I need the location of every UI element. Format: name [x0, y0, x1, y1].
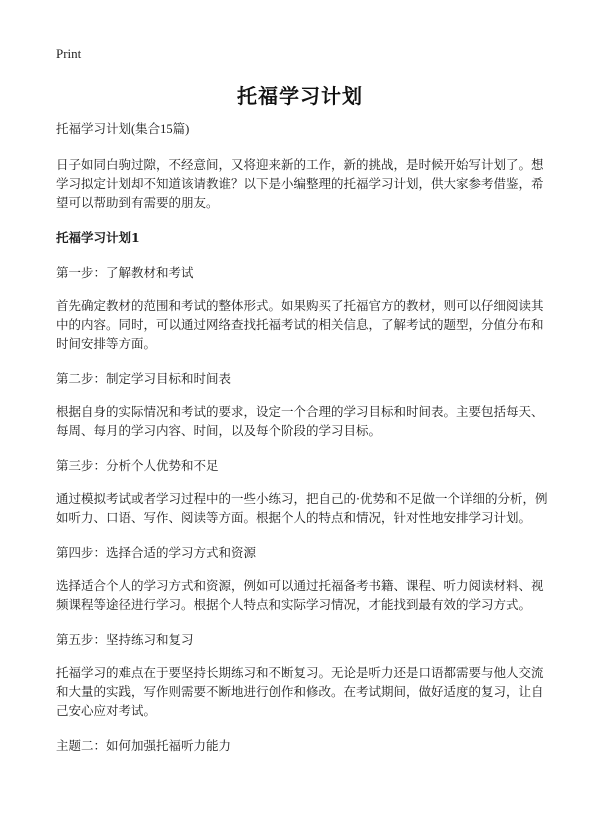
intro-paragraph: 日子如同白驹过隙，不经意间，又将迎来新的工作，新的挑战，是时候开始写计划了。想学习拟定计划却不知道该请教谁？以下是小编整理的托福学习计划，供大家参考借鉴，希望可以帮助到有需要的朋友。	[56, 157, 544, 210]
step-1-body: 首先确定教材的范围和考试的整体形式。如果购买了托福官方的教材，则可以仔细阅读其中的内容。同时，可以通过网络查找托福考试的相关信息，了解考试的题型，分值分布和时间安排等方面。	[56, 298, 544, 351]
step-4-body: 选择适合个人的学习方式和资源，例如可以通过托福备考书籍、课程、听力阅读材料、视频课程等途径进行学习。根据个人特点和实际学习情况，才能找到最有效的学习方式。	[56, 578, 544, 612]
print-link[interactable]: Print	[56, 46, 82, 61]
step-2-heading: 第二步：制定学习目标和时间表	[56, 371, 232, 386]
step-3-heading: 第三步：分析个人优势和不足	[56, 458, 219, 473]
page-title: 托福学习计划	[237, 84, 363, 108]
document-content	[56, 120, 548, 771]
step-2-body: 根据自身的实际情况和考试的要求，设定一个合理的学习目标和时间表。主要包括每天、每周、每月的学习内容、时间，以及每个阶段的学习目标。	[56, 404, 544, 438]
step-5-body: 托福学习的难点在于要坚持长期练习和不断复习。无论是听力还是口语都需要与他人交流和大量的实践，写作则需要不断地进行创作和修改。在考试期间，做好适度的复习，让自己安心应对考试。	[56, 665, 544, 718]
step-3-body: 通过模拟考试或者学习过程中的一些小练习，把自己的·优势和不足做一个详细的分析，例如听力、口语、写作、阅读等方面。根据个人的特点和情况，针对性地安排学习计划。	[56, 491, 548, 525]
step-4-heading: 第四步：选择合适的学习方式和资源	[56, 545, 257, 560]
step-1-heading: 第一步：了解教材和考试	[56, 265, 194, 280]
document-subtitle: 托福学习计划(集合15篇)	[56, 122, 190, 136]
section-heading: 托福学习计划1	[56, 230, 140, 245]
topic-two-heading: 主题二：如何加强托福听力能力	[56, 738, 232, 753]
step-5-heading: 第五步：坚持练习和复习	[56, 632, 194, 647]
